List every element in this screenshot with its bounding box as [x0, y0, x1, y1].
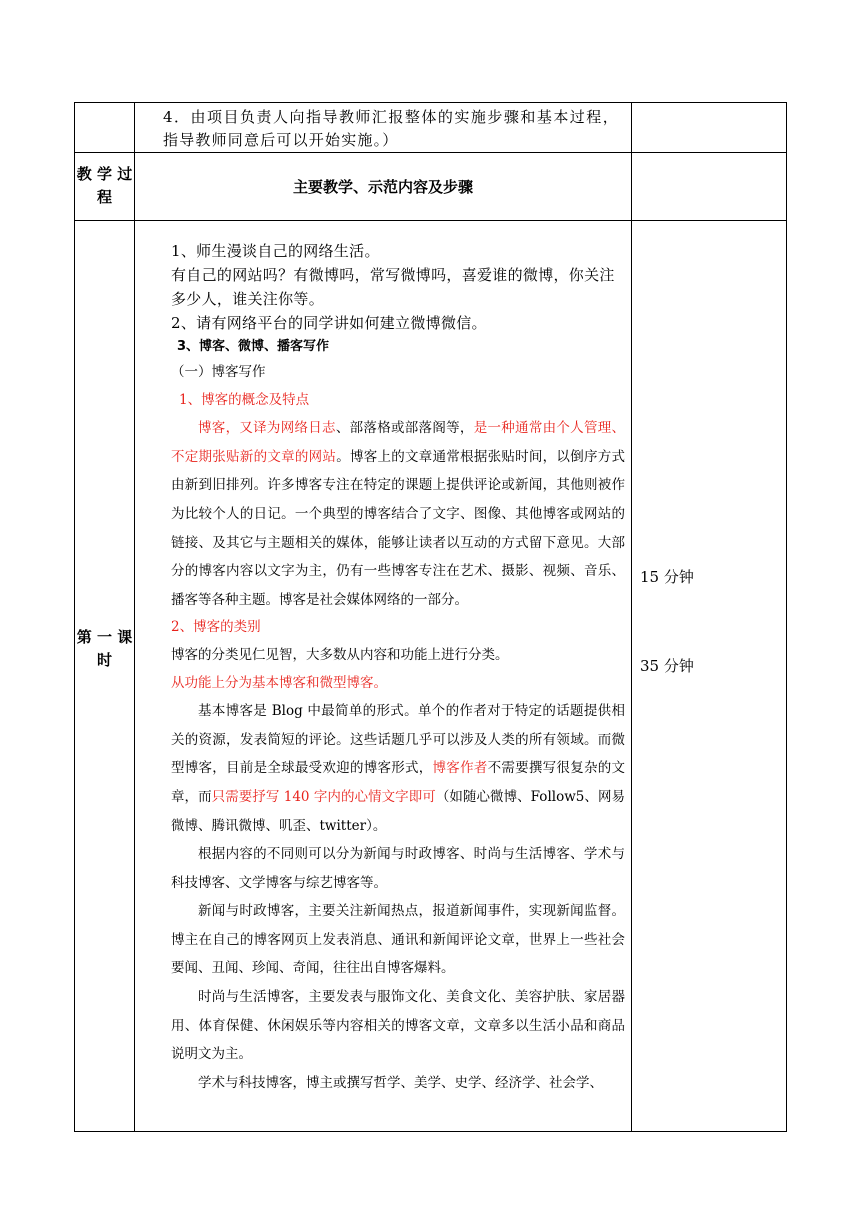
body-text: 。博客上的文章通常根据张贴时间，以倒序方式由新到旧排列。许多博客专注在特定的课题上提供评论或新闻，其他则被作为比较个人的日记。一个典型的博客结合了文字、图像、其他博客或网站的链接、及其它与主题相关的媒体，能够让读者以互动的方式留下意见。大部分的博客内容以文字为主，仍有一些博客专注在艺术、摄影、视频、音乐、播客等各种主题。博客是社会媒体网络的一部分。	[171, 448, 625, 608]
content-paragraph: 时尚与生活博客，主要发表与服饰文化、美食文化、美容护肤、家居器用、体育保健、休闲娱乐等内容相关的博客文章，文章多以生活小品和商品说明文为主。	[171, 989, 625, 1063]
time-cell	[632, 221, 787, 1132]
content-body	[135, 221, 631, 1097]
highlight-text: 只需要抒写 140 字内的心情文字即可	[211, 788, 436, 805]
process-label-cell	[75, 153, 135, 221]
session-label-cell	[75, 221, 135, 1132]
intro-cell	[135, 103, 632, 153]
content-line-red: 从功能上分为基本博客和微型博客。	[171, 674, 387, 691]
empty-cell	[632, 153, 787, 221]
body-text: 不需要撰写很复杂的文章，而	[171, 760, 625, 805]
duration-label: 35 分钟	[640, 657, 694, 675]
content-subheading: 3、博客、微博、播客写作	[177, 339, 330, 354]
content-cell	[135, 221, 632, 1132]
content-line: 1、师生漫谈自己的网络生活。	[171, 242, 380, 260]
section-heading: 主要教学、示范内容及步骤	[292, 178, 473, 196]
content-paragraph: 学术与科技博客，博主或撰写哲学、美学、史学、经济学、社会学、	[198, 1074, 603, 1091]
heading-cell	[135, 153, 632, 221]
content-line: 有自己的网站吗？有微博吗，常写微博吗，喜爱谁的微博，你关注多少人，谁关注你等。	[171, 266, 615, 308]
process-label: 教 学 过程	[76, 165, 133, 206]
content-paragraph	[135, 414, 625, 614]
content-line: （一）博客写作	[171, 364, 266, 380]
table-row-intro	[75, 103, 787, 153]
empty-cell	[632, 103, 787, 153]
session-label: 第 一 课时	[76, 628, 133, 669]
table-row-header	[75, 153, 787, 221]
body-text: （如随心微博、Follow5、网易微博、腾讯微博、叽歪、twitter）。	[171, 788, 625, 834]
highlight-text: 是一种通常由个人管理、不定期张贴新的文章的网站	[171, 420, 626, 465]
content-subheading-red: 2、博客的类别	[171, 619, 261, 636]
highlight-text: 博客，又译为网络日志	[198, 420, 336, 437]
content-paragraph: 新闻与时政博客，主要关注新闻热点，报道新闻事件，实现新闻监督。博主在自己的博客网页上发表消息、通讯和新闻评论文章，世界上一些社会要闻、丑闻、珍闻、奇闻，往往出自博客爆料。	[171, 903, 625, 977]
duration-label: 15 分钟	[640, 568, 694, 586]
table-row-session	[75, 221, 787, 1132]
content-subheading-red: 1、博客的概念及特点	[179, 391, 310, 408]
lesson-plan-table	[74, 102, 787, 1132]
intro-text: 4．由项目负责人向指导教师汇报整体的实施步骤和基本过程，指导教师同意后可以开始实施。）	[163, 108, 619, 149]
content-paragraph: 根据内容的不同则可以分为新闻与时政博客、时尚与生活博客、学术与科技博客、文学博客与综艺博客等。	[171, 846, 625, 891]
empty-cell	[75, 103, 135, 153]
highlight-text: 博客作者	[432, 760, 488, 777]
content-line: 博客的分类见仁见智，大多数从内容和功能上进行分类。	[171, 646, 509, 663]
content-line: 2、请有网络平台的同学讲如何建立微博微信。	[171, 314, 487, 332]
body-text: 、部落格或部落阁等，	[335, 420, 474, 437]
body-text: 基本博客是 Blog 中最简单的形式。单个的作者对于特定的话题提供相关的资源，发表简短的评论。这些话题几乎可以涉及人类的所有领域。而微型博客，目前是全球最受欢迎的博客形式，	[171, 703, 625, 777]
content-paragraph	[135, 697, 625, 840]
